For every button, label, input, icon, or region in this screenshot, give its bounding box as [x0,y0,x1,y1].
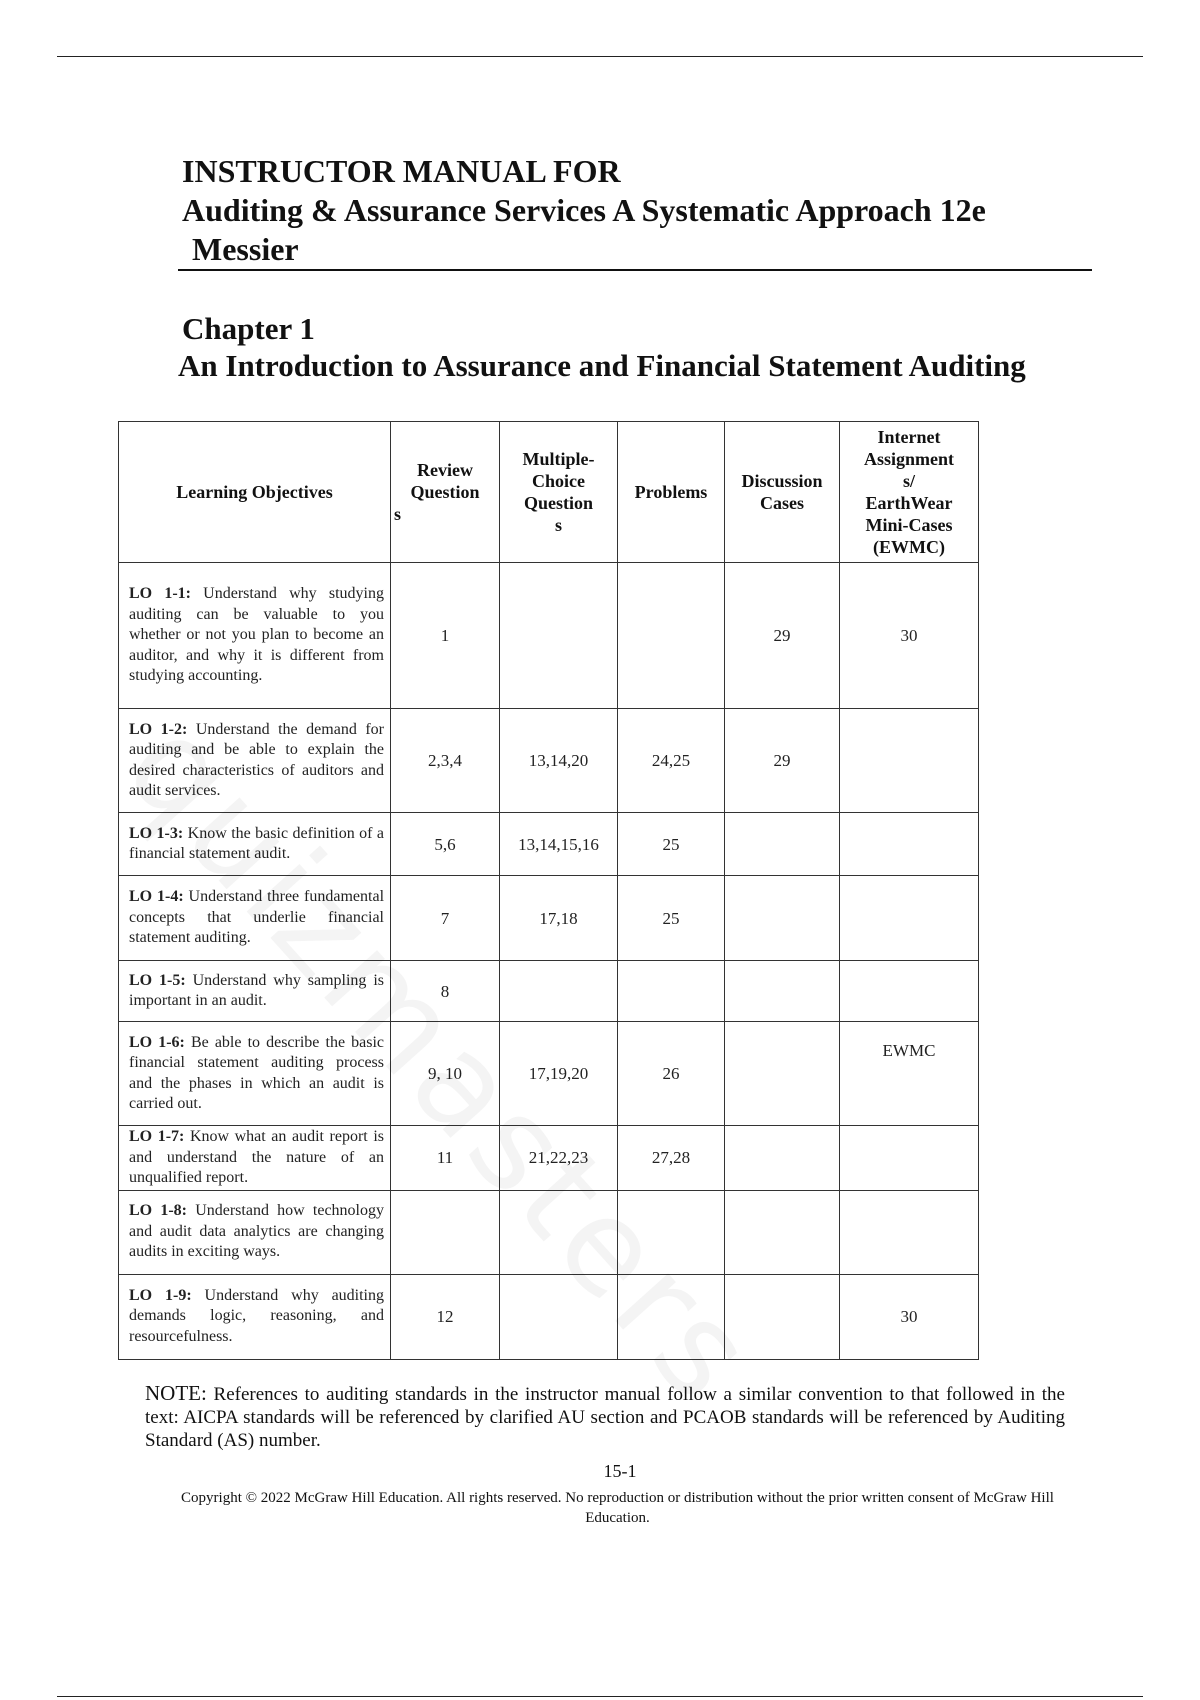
mc-cell: 13,14,15,16 [500,813,618,876]
objective-code: LO 1-4: [129,888,184,906]
objective-cell [119,563,391,709]
review-cell: 2,3,4 [391,709,500,813]
note-label: NOTE: [145,1381,207,1405]
header-line-2: Auditing & Assurance Services A Systematic Approach 12e [182,192,986,228]
objective-cell [119,1190,391,1274]
table-header-row [119,422,979,563]
problems-cell [618,1190,725,1274]
objective-cell [119,709,391,813]
objective-text: Understand why studying auditing can be valuable to you whether or not you plan to become an auditor, and why it is different from studying accounting. [129,585,384,685]
objective-cell [119,1126,391,1191]
mc-cell [500,1190,618,1274]
problems-cell: 24,25 [618,709,725,813]
objective-text: Understand how technology and audit data analytics are changing audits in exciting ways. [129,1202,384,1261]
header-discussion-cases: Discussion Cases [725,422,840,563]
mc-cell: 21,22,23 [500,1126,618,1191]
mc-cell [500,563,618,709]
objective-cell [119,1022,391,1126]
header-problems: Problems [618,422,725,563]
objective-cell [119,961,391,1022]
internet-cell [840,1126,979,1191]
header-multiple-choice-questions [500,422,618,563]
discussion-cell [725,813,840,876]
internet-cell [840,1190,979,1274]
objective-code: LO 1-1: [129,585,191,603]
objective-text: Know the basic definition of a financial statement audit. [129,824,385,862]
internet-cell [840,876,979,961]
discussion-cell [725,1126,840,1191]
objective-code: LO 1-5: [129,971,186,989]
discussion-cell [725,1022,840,1126]
problems-cell: 25 [618,813,725,876]
objective-text: Understand three fundamental concepts that underlie financial statement auditing. [129,888,385,947]
top-rule [57,56,1143,57]
internet-cell: 30 [840,563,979,709]
table-row [119,1022,979,1126]
header-review-part-2: s [394,504,402,524]
learning-objectives-table [118,421,979,1360]
review-cell: 11 [391,1126,500,1191]
table-row [119,1190,979,1274]
table-row [119,876,979,961]
problems-cell [618,1274,725,1359]
mc-cell: 17,19,20 [500,1022,618,1126]
chapter-title: An Introduction to Assurance and Financial Statement Auditing [178,348,1026,383]
chapter-label: Chapter 1 [182,311,315,346]
bottom-rule [57,1696,1143,1697]
header-internet-assignments [840,422,979,563]
objective-text: Understand why auditing demands logic, reasoning, and resourcefulness. [129,1286,384,1345]
problems-cell: 26 [618,1022,725,1126]
review-cell: 12 [391,1274,500,1359]
review-cell: 5,6 [391,813,500,876]
table-row [119,709,979,813]
objective-text: Be able to describe the basic financial statement auditing process and the phases in which an audit is carried out. [129,1033,385,1112]
internet-cell: EWMC [840,1022,979,1126]
discussion-cell [725,1274,840,1359]
objective-cell [119,813,391,876]
internet-cell: 30 [840,1274,979,1359]
mc-cell [500,1274,618,1359]
header-rule [178,269,1092,271]
objective-code: LO 1-8: [129,1202,187,1220]
document-header [182,152,1092,269]
internet-cell [840,813,979,876]
problems-cell [618,563,725,709]
objective-code: LO 1-2: [129,720,188,738]
header-author: Messier [192,231,299,267]
header-internet-part-1: Internet Assignment [863,427,954,469]
mc-cell [500,961,618,1022]
objective-text: Understand why sampling is important in an audit. [129,971,384,1009]
copyright-notice: Copyright © 2022 McGraw Hill Education. All rights reserved. No reproduction or distribution without the prior written consent of McGraw Hill Education. [181,1490,1054,1526]
discussion-cell [725,961,840,1022]
discussion-cell: 29 [725,709,840,813]
table-row [119,813,979,876]
mc-cell: 13,14,20 [500,709,618,813]
note-paragraph [145,1382,1065,1452]
header-internet-part-2: s/ [902,471,915,491]
objective-cell [119,876,391,961]
review-cell: 7 [391,876,500,961]
mc-cell: 17,18 [500,876,618,961]
header-mc-part-2: s [554,515,562,535]
discussion-cell [725,876,840,961]
review-cell: 1 [391,563,500,709]
objective-code: LO 1-9: [129,1286,192,1304]
discussion-cell [725,1190,840,1274]
discussion-cell: 29 [725,563,840,709]
objective-code: LO 1-6: [129,1033,185,1051]
note-text: References to auditing standards in the instructor manual follow a similar convention to that followed in the text: AICPA standards will be referenced by clarified AU section and PCAOB standards will be referenced by Auditing Standard (AS) number. [145,1384,1065,1451]
review-cell [391,1190,500,1274]
review-cell: 8 [391,961,500,1022]
internet-cell [840,709,979,813]
table-row [119,563,979,709]
header-review-questions [391,422,500,563]
table-row [119,1274,979,1359]
table-row [119,1126,979,1191]
objective-text: Understand the demand for auditing and be able to explain the desired characteristics of auditors and audit services. [129,720,385,799]
problems-cell: 27,28 [618,1126,725,1191]
problems-cell [618,961,725,1022]
objective-code: LO 1-3: [129,824,184,842]
header-learning-objectives: Learning Objectives [119,422,391,563]
table-row [119,961,979,1022]
problems-cell: 25 [618,876,725,961]
page-number: 15-1 [603,1461,637,1481]
header-line-1: INSTRUCTOR MANUAL FOR [182,153,621,189]
internet-cell [840,961,979,1022]
header-mc-part-1: Multiple-Choice Question [522,449,595,513]
review-cell: 9, 10 [391,1022,500,1126]
header-internet-part-3: EarthWear Mini-Cases (EWMC) [865,493,953,557]
header-review-part-1: Review Question [410,460,480,502]
objective-text: Know what an audit report is and understand the nature of an unqualified report. [129,1128,384,1186]
objective-code: LO 1-7: [129,1128,185,1145]
objective-cell [119,1274,391,1359]
